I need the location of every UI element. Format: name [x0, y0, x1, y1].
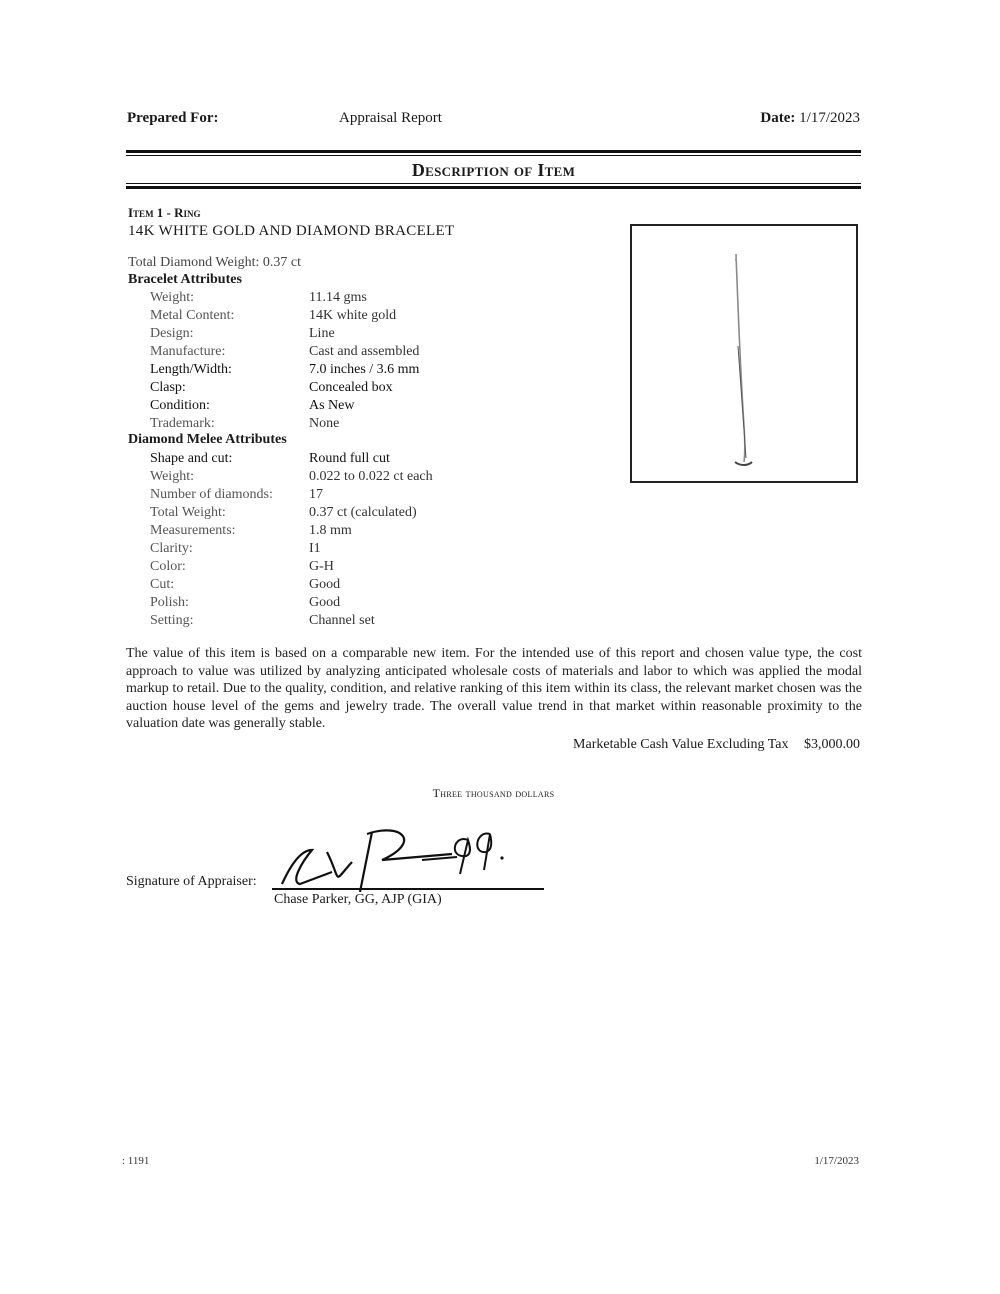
attribute-label: Manufacture:	[150, 344, 226, 359]
attribute-label: Metal Content:	[150, 308, 235, 323]
report-date	[760, 110, 860, 127]
attribute-row	[150, 380, 620, 398]
attribute-label: Length/Width:	[150, 362, 232, 377]
attribute-row	[150, 487, 620, 505]
attribute-label: Measurements:	[150, 523, 236, 538]
marketable-value-label: Marketable Cash Value Excluding Tax	[573, 737, 789, 752]
attribute-value: Line	[309, 326, 335, 341]
attribute-value: 0.37 ct (calculated)	[309, 505, 417, 520]
attribute-row	[150, 344, 620, 362]
attribute-label: Clarity:	[150, 541, 193, 556]
attribute-value: G-H	[309, 559, 334, 574]
attribute-row	[150, 451, 620, 469]
bracelet-attributes-title: Bracelet Attributes	[128, 272, 242, 287]
attribute-value: Good	[309, 595, 341, 610]
bracelet-image	[632, 226, 856, 481]
attribute-label: Condition:	[150, 398, 210, 413]
attribute-label: Trademark:	[150, 416, 215, 431]
prepared-for-label: Prepared For:	[127, 110, 219, 126]
attribute-label: Setting:	[150, 613, 194, 628]
item-photo	[630, 224, 858, 483]
attribute-row	[150, 362, 620, 380]
title-rule-bottom	[126, 186, 861, 189]
attribute-row	[150, 469, 620, 487]
marketable-value	[573, 737, 860, 753]
marketable-value-amount: $3,000.00	[804, 737, 860, 752]
title-rule-top-thin	[126, 155, 861, 156]
attribute-row	[150, 577, 620, 595]
attribute-value: Cast and assembled	[309, 344, 420, 359]
attribute-label: Design:	[150, 326, 194, 341]
valuation-paragraph: The value of this item is based on a comparable new item. For the intended use of this report and chosen value type, the cost approach to value was utilized by analyzing anticipated wholesale costs of materials and labor to which was applied the modal markup to retail. Due to the quality, condition, and relative ranking of this item within its class, the relevant market chosen was the auction house level of the gems and jewelry trade. The overall value trend in that market within reasonable proximity to the valuation date was generally stable.	[126, 646, 862, 731]
attribute-value: Round full cut	[309, 451, 390, 466]
attribute-value: 17	[309, 487, 323, 502]
item-description: 14K WHITE GOLD AND DIAMOND BRACELET	[128, 223, 455, 239]
attribute-label: Polish:	[150, 595, 189, 610]
attribute-label: Cut:	[150, 577, 175, 592]
attribute-row	[150, 290, 620, 308]
attribute-value: 0.022 to 0.022 ct each	[309, 469, 433, 484]
attribute-label: Color:	[150, 559, 186, 574]
attribute-value: Channel set	[309, 613, 375, 628]
attribute-label: Shape and cut:	[150, 451, 233, 466]
signature-label: Signature of Appraiser:	[126, 874, 257, 889]
section-title: Description of Item	[411, 160, 576, 180]
attribute-value: None	[309, 416, 340, 431]
attribute-value: I1	[309, 541, 321, 556]
attribute-value: Concealed box	[309, 380, 393, 395]
attribute-label: Weight:	[150, 290, 194, 305]
attribute-label: Weight:	[150, 469, 194, 484]
attribute-value: 7.0 inches / 3.6 mm	[309, 362, 420, 377]
attribute-row	[150, 613, 620, 631]
footer-left: : 1191	[122, 1155, 150, 1167]
title-rule-top	[126, 150, 861, 153]
signature-line	[272, 888, 544, 890]
attribute-row	[150, 505, 620, 523]
date-label: Date:	[760, 110, 796, 126]
appraiser-name: Chase Parker, GG, AJP (GIA)	[274, 892, 442, 907]
appraiser-signature	[272, 822, 512, 892]
title-rule-bottom-thin	[126, 183, 861, 184]
attribute-row	[150, 595, 620, 613]
attribute-label: Total Weight:	[150, 505, 226, 520]
date-value: 1/17/2023	[799, 110, 860, 126]
attribute-label: Clasp:	[150, 380, 186, 395]
attribute-row	[150, 398, 620, 416]
item-heading: Item 1 - Ring	[128, 205, 201, 220]
footer-date: 1/17/2023	[814, 1155, 859, 1167]
attribute-value: Good	[309, 577, 341, 592]
attribute-row	[150, 523, 620, 541]
attribute-row	[150, 559, 620, 577]
total-diamond-weight: Total Diamond Weight: 0.37 ct	[128, 255, 301, 270]
diamond-attributes-title: Diamond Melee Attributes	[128, 432, 287, 447]
attribute-value: 11.14 gms	[309, 290, 367, 305]
value-in-words: Three thousand dollars	[432, 786, 555, 800]
attribute-value: 14K white gold	[309, 308, 397, 323]
attribute-row	[150, 541, 620, 559]
attribute-row	[150, 308, 620, 326]
report-title: Appraisal Report	[339, 110, 442, 126]
attribute-value: As New	[309, 398, 355, 413]
attribute-label: Number of diamonds:	[150, 487, 273, 502]
attribute-row	[150, 326, 620, 344]
attribute-value: 1.8 mm	[309, 523, 352, 538]
